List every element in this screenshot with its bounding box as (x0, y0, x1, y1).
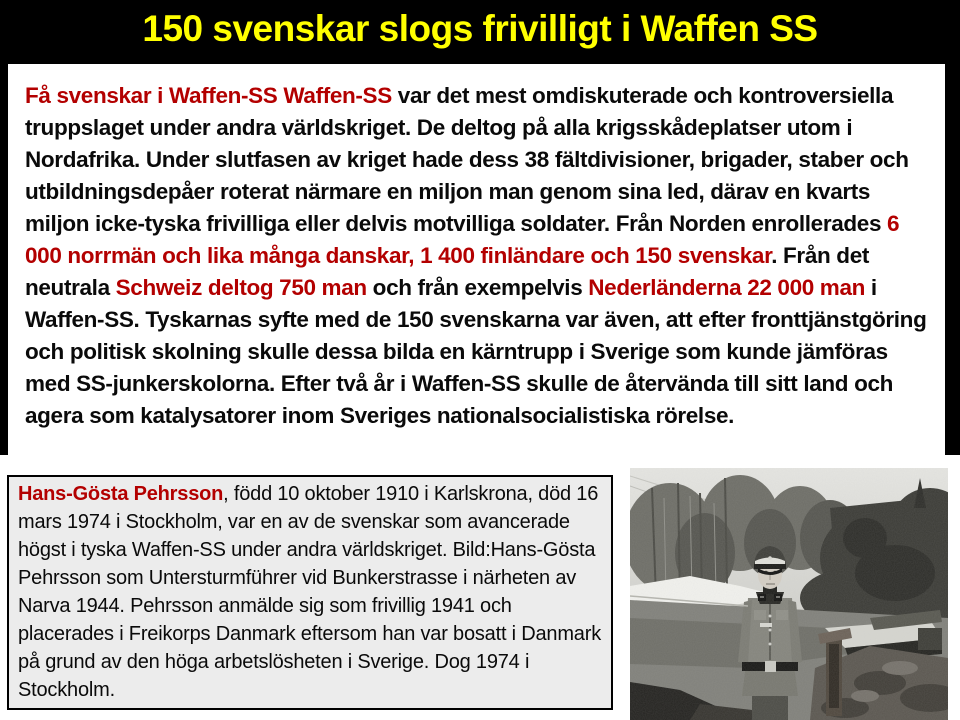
text-segment: . Från det neutrala (25, 243, 869, 300)
text-segment: var det mest omdiskuterade och kontroversiella truppslaget under andra världskriget. De deltog på alla krigsskådeplatser utom i Nordafrika. Under slutfasen av kriget hade dess 38 fältdivisioner, brigader, staber och utbildningsdepåer roterat närmare en miljon man genom sina led, därav en kvarts miljon icke-tyska frivilliga eller delvis motvilliga soldater. Från Norden enrollerades (25, 83, 909, 236)
text-segment: Schweiz deltog 750 man (115, 275, 373, 300)
text-segment: Nederländerna 22 000 man (588, 275, 871, 300)
text-segment: och från exempelvis (372, 275, 589, 300)
text-segment: 6 000 norrmän och lika många danskar, 1 400 finländare och 150 svenskar (25, 211, 900, 268)
text-segment: Hans-Gösta Pehrsson (18, 483, 224, 505)
main-paragraph (25, 80, 931, 432)
text-segment: , född 10 oktober 1910 i Karlskrona, död 16 mars 1974 i Stockholm, var en av de svenskar som avancerade högst i tyska Waffen-SS under andra världskriget. Bild:Hans-Gösta Pehrsson som Untersturmführer vid Bunkerstrasse i närheten av Narva 1944. Pehrsson anmälde sig som frivillig 1941 och placerades i Freikorps Danmark eftersom han var bosatt i Danmark på grund av den höga arbetslösheten i Sverige. Dog 1974 i Stockholm. (18, 483, 601, 701)
slide-title: 150 svenskar slogs frivilligt i Waffen SS (142, 8, 818, 49)
caption-box (7, 475, 613, 710)
photo-soldier (630, 468, 948, 720)
title-bar (0, 0, 960, 64)
caption-text (18, 480, 604, 704)
text-segment: i Waffen-SS. Tyskarnas syfte med de 150 svenskarna var även, att efter fronttjänstgöring och politisk skolning skulle dessa bilda en kärntrupp i Sverige som kunde jämföras med SS-junkerskolorna. Efter två år i Waffen-SS skulle de återvända till sitt land och agera som katalysatorer inom Sveriges nationalsocialistiska rörelse. (25, 275, 927, 428)
main-text-panel (8, 64, 945, 455)
soldier-photo-illustration (630, 468, 948, 720)
text-segment: Få svenskar i Waffen-SS Waffen-SS (25, 83, 398, 108)
